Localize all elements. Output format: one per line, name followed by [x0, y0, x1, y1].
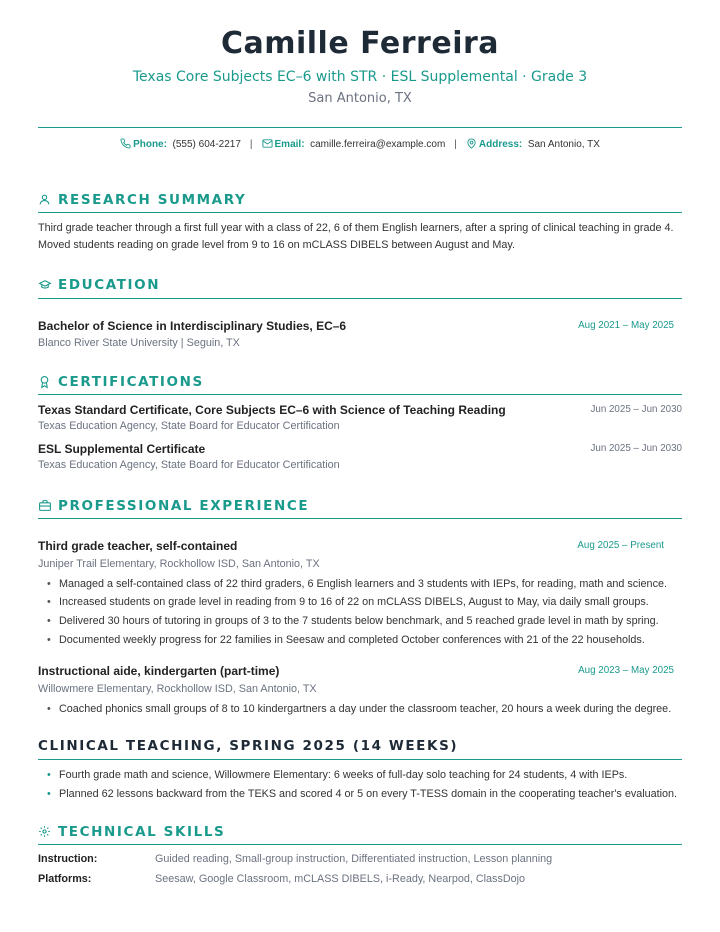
location-pin-icon — [466, 138, 477, 149]
contact-separator: | — [454, 139, 457, 150]
address-label: Address: — [478, 139, 523, 150]
email-icon — [262, 138, 273, 149]
certification-dates: Jun 2025 – Jun 2030 — [590, 404, 682, 415]
job-title: Third grade teacher, self-contained — [38, 539, 238, 553]
user-icon — [38, 193, 51, 206]
phone-icon — [120, 138, 131, 149]
contact-separator: | — [249, 139, 253, 150]
gear-icon — [38, 825, 51, 838]
school-name: Blanco River State University | Seguin, TX — [38, 337, 240, 349]
email-value[interactable]: camille.ferreira@example.com — [310, 139, 446, 150]
section-professional-experience — [38, 498, 682, 516]
section-title: RESEARCH SUMMARY — [58, 192, 247, 208]
address-value: San Antonio, TX — [527, 139, 600, 150]
section-divider — [38, 844, 682, 845]
job-organization: Juniper Trail Elementary, Rockhollow ISD, San Antonio, TX — [38, 558, 320, 570]
phone-label: Phone: — [133, 139, 167, 150]
skills-label: Instruction: — [38, 853, 98, 865]
section-certifications — [38, 374, 682, 392]
job-dates: Aug 2023 – May 2025 — [578, 665, 674, 676]
email-label: Email: — [274, 139, 305, 150]
education-dates: Aug 2021 – May 2025 — [578, 320, 674, 331]
skills-value: Guided reading, Small-group instruction, Differentiated instruction, Lesson planning — [155, 853, 553, 865]
briefcase-icon — [38, 499, 52, 512]
section-title: EDUCATION — [58, 277, 161, 293]
certification-issuer: Texas Education Agency, State Board for Educator Certification — [38, 459, 340, 471]
candidate-subtitle: Texas Core Subjects EC–6 with STR · ESL Supplemental · Grade 3 — [132, 69, 588, 85]
candidate-location: San Antonio, TX — [308, 91, 412, 106]
section-clinical-teaching — [38, 738, 682, 756]
section-divider — [38, 518, 682, 519]
certification-name: Texas Standard Certificate, Core Subjects EC–6 with Science of Teaching Reading — [38, 403, 506, 417]
section-title: CERTIFICATIONS — [58, 374, 204, 390]
certification-dates: Jun 2025 – Jun 2030 — [590, 443, 682, 454]
candidate-name: Camille Ferreira — [220, 26, 500, 61]
contact-bar — [38, 138, 682, 150]
section-technical-skills — [38, 824, 682, 842]
section-title: PROFESSIONAL EXPERIENCE — [58, 498, 310, 514]
graduation-cap-icon — [38, 278, 52, 291]
section-divider — [38, 394, 682, 395]
section-research-summary — [38, 192, 682, 210]
section-divider — [38, 298, 682, 299]
job-title: Instructional aide, kindergarten (part-time) — [38, 664, 280, 678]
section-divider — [38, 212, 682, 213]
section-divider — [38, 759, 682, 760]
section-education — [38, 277, 682, 295]
job-dates: Aug 2025 – Present — [577, 540, 664, 551]
section-title: TECHNICAL SKILLS — [58, 824, 226, 840]
skills-value: Seesaw, Google Classroom, mCLASS DIBELS, i-Ready, Nearpod, ClassDojo — [155, 873, 526, 885]
header-divider — [38, 127, 682, 128]
award-ribbon-icon — [38, 375, 51, 389]
skills-label: Platforms: — [38, 873, 92, 885]
summary-text: Third grade teacher through a first full year with a class of 22, 6 of them English learners, after a spring of clinical teaching in grade 4. Moved students reading on grade level from 9 to 16 on mCLASS DIBELS between August and May. — [38, 222, 674, 251]
job-organization: Willowmere Elementary, Rockhollow ISD, San Antonio, TX — [38, 683, 317, 695]
certification-name: ESL Supplemental Certificate — [38, 442, 206, 456]
phone-value[interactable]: (555) 604-2217 — [172, 139, 241, 150]
certification-issuer: Texas Education Agency, State Board for Educator Certification — [38, 420, 340, 432]
degree-title: Bachelor of Science in Interdisciplinary Studies, EC–6 — [38, 319, 347, 333]
section-title: CLINICAL TEACHING, SPRING 2025 (14 WEEKS) — [38, 738, 459, 754]
